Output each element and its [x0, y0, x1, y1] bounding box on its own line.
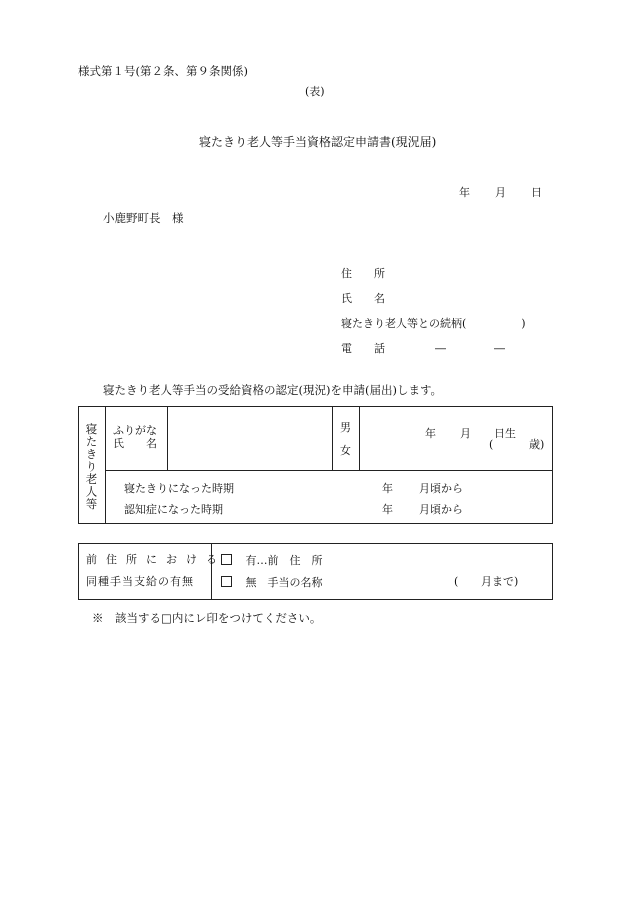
sex-male: 男: [340, 421, 351, 434]
form-number: 様式第１号(第２条、第９条関係): [78, 64, 248, 78]
dementia-month: 月頃から: [419, 503, 463, 516]
section-label-elderly: 寝たきり老人等: [84, 423, 99, 511]
yes-text: 有…前 住 所: [245, 554, 323, 567]
dementia-label: 認知症になった時期: [124, 503, 223, 516]
form-side-label: (表): [305, 85, 325, 98]
prev-address-label-line1: 前住所における: [86, 553, 226, 566]
phone-dash-2: ―: [494, 342, 505, 355]
bedridden-label: 寝たきりになった時期: [124, 482, 234, 495]
birth-day: 日生: [494, 427, 516, 440]
date-year: 年: [459, 186, 470, 199]
bedridden-year: 年: [382, 482, 393, 495]
phone-dash-1: ―: [435, 342, 446, 355]
previous-address-allowance-table: [78, 543, 553, 600]
dementia-year: 年: [382, 503, 393, 516]
address-label: 住 所: [341, 267, 385, 280]
form-title: 寝たきり老人等手当資格認定申請書(現況届): [199, 135, 437, 149]
phone-label: 電 話: [341, 342, 385, 355]
name-label-elderly: 氏 名: [113, 437, 157, 450]
relation-label: 寝たきり老人等との続柄( ): [341, 317, 526, 330]
date-month: 月: [495, 186, 506, 199]
option-yes-row: [221, 554, 323, 566]
prev-address-label-line2: 同種手当支給の有無: [86, 575, 194, 588]
no-text: 無 手当の名称: [245, 576, 323, 589]
addressee: 小鹿野町長 様: [103, 211, 184, 225]
furigana-label: ふりがな: [113, 424, 157, 437]
date-day: 日: [531, 186, 542, 199]
table1-divider-sex-right: [359, 407, 360, 470]
instruction-note: ※ 該当する□内にレ印をつけてください。: [92, 611, 322, 625]
no-checkbox[interactable]: [221, 576, 232, 587]
statement: 寝たきり老人等手当の受給資格の認定(現況)を申請(届出)します。: [103, 383, 443, 397]
bedridden-month: 月頃から: [419, 482, 463, 495]
elderly-info-table: [78, 406, 553, 524]
age-close: 歳): [529, 438, 545, 451]
birth-month: 月: [460, 427, 471, 440]
table1-divider-section: [105, 407, 106, 523]
table1-divider-row: [105, 470, 552, 471]
yes-checkbox[interactable]: [221, 554, 232, 565]
birth-year: 年: [425, 427, 436, 440]
until-open: (: [454, 575, 459, 588]
option-no-row: [221, 576, 323, 588]
age-open: (: [489, 438, 494, 451]
name-label: 氏 名: [341, 292, 385, 305]
table1-divider-name: [167, 407, 168, 470]
until-text: 月まで): [481, 575, 519, 588]
table1-divider-sex-left: [332, 407, 333, 470]
sex-female: 女: [340, 444, 351, 457]
